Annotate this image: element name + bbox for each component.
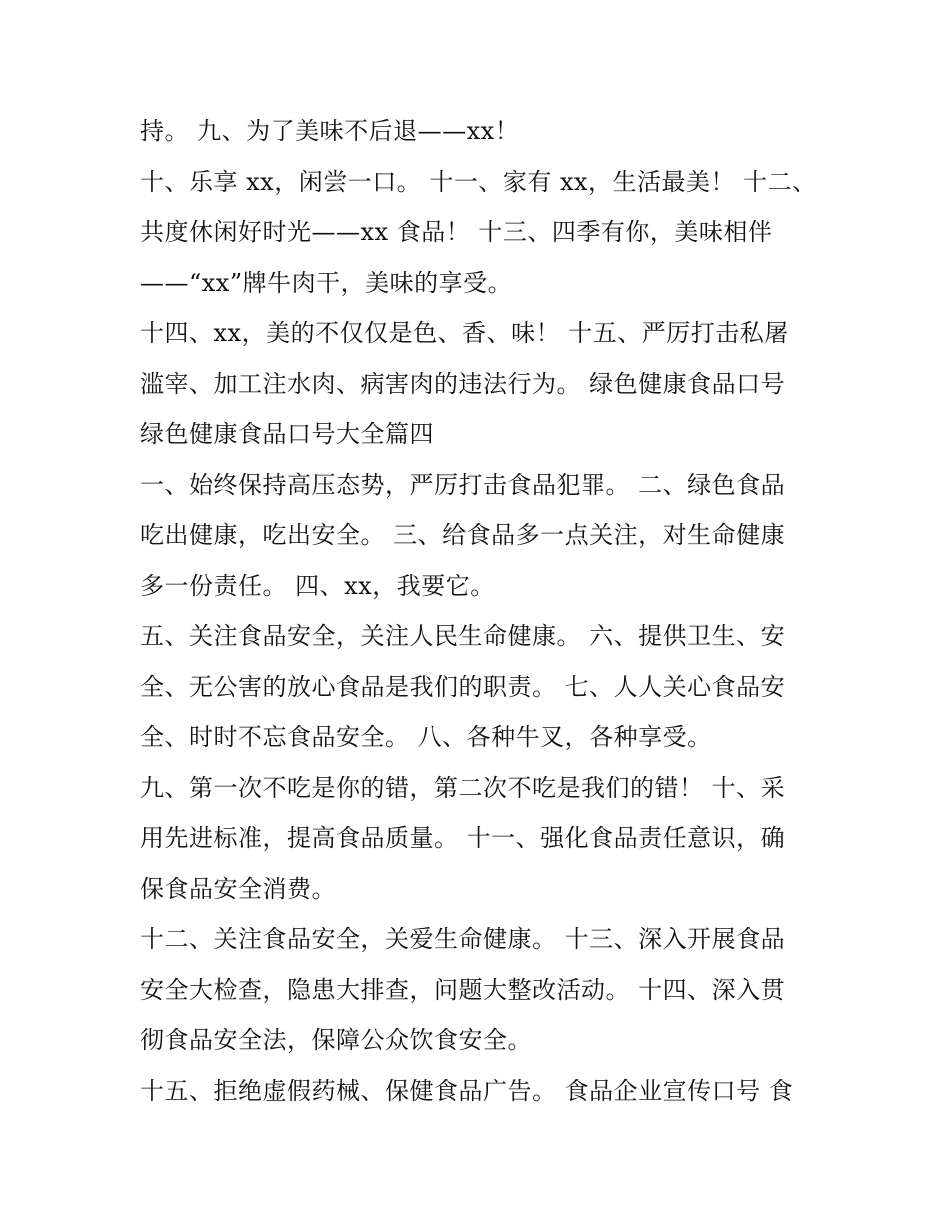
text-line: 保食品安全消费。	[140, 874, 336, 903]
section-heading: 绿色健康食品口号大全篇四	[140, 420, 434, 448]
document-body	[140, 106, 820, 1116]
text-line: 十、乐享 xx，闲尝一口。 十一、家有 xx，生活最美！ 十二、	[140, 167, 817, 196]
text-line: 全、无公害的放心食品是我们的职责。 七、人人关心食品安	[140, 672, 786, 701]
text-line: ——“xx”牌牛肉干，美味的享受。	[140, 268, 513, 297]
text-line: 多一份责任。 四、xx，我要它。	[140, 571, 495, 600]
text-line: 十四、xx，美的不仅仅是色、香、味！ 十五、严厉打击私屠	[140, 319, 789, 347]
text-line: 彻食品安全法，保障公众饮食安全。	[140, 1026, 532, 1054]
text-line: 共度休闲好时光——xx 食品！ 十三、四季有你，美味相伴	[140, 218, 773, 246]
text-line: 用先进标准，提高食品质量。 十一、强化食品责任意识，确	[140, 824, 786, 852]
text-line: 十二、关注食品安全，关爱生命健康。 十三、深入开展食品	[140, 925, 786, 953]
text-line: 十五、拒绝虚假药械、保健食品广告。 食品企业宣传口号 食	[140, 1076, 794, 1105]
text-line: 一、始终保持高压态势，严厉打击食品犯罪。 二、绿色食品	[140, 470, 786, 499]
text-line: 持。 九、为了美味不后退——xx！	[140, 117, 520, 145]
text-line: 安全大检查，隐患大排查，问题大整改活动。 十四、深入贯	[140, 975, 786, 1004]
text-line: 全、时时不忘食品安全。 八、各种牛叉，各种享受。	[140, 723, 712, 751]
text-line: 五、关注食品安全，关注人民生命健康。 六、提供卫生、安	[140, 622, 786, 650]
text-line: 吃出健康，吃出安全。 三、给食品多一点关注，对生命健康	[140, 521, 786, 549]
text-line: 滥宰、加工注水肉、病害肉的违法行为。 绿色健康食品口号	[140, 369, 786, 398]
text-line: 九、第一次不吃是你的错，第二次不吃是我们的错！ 十、采	[140, 773, 786, 802]
